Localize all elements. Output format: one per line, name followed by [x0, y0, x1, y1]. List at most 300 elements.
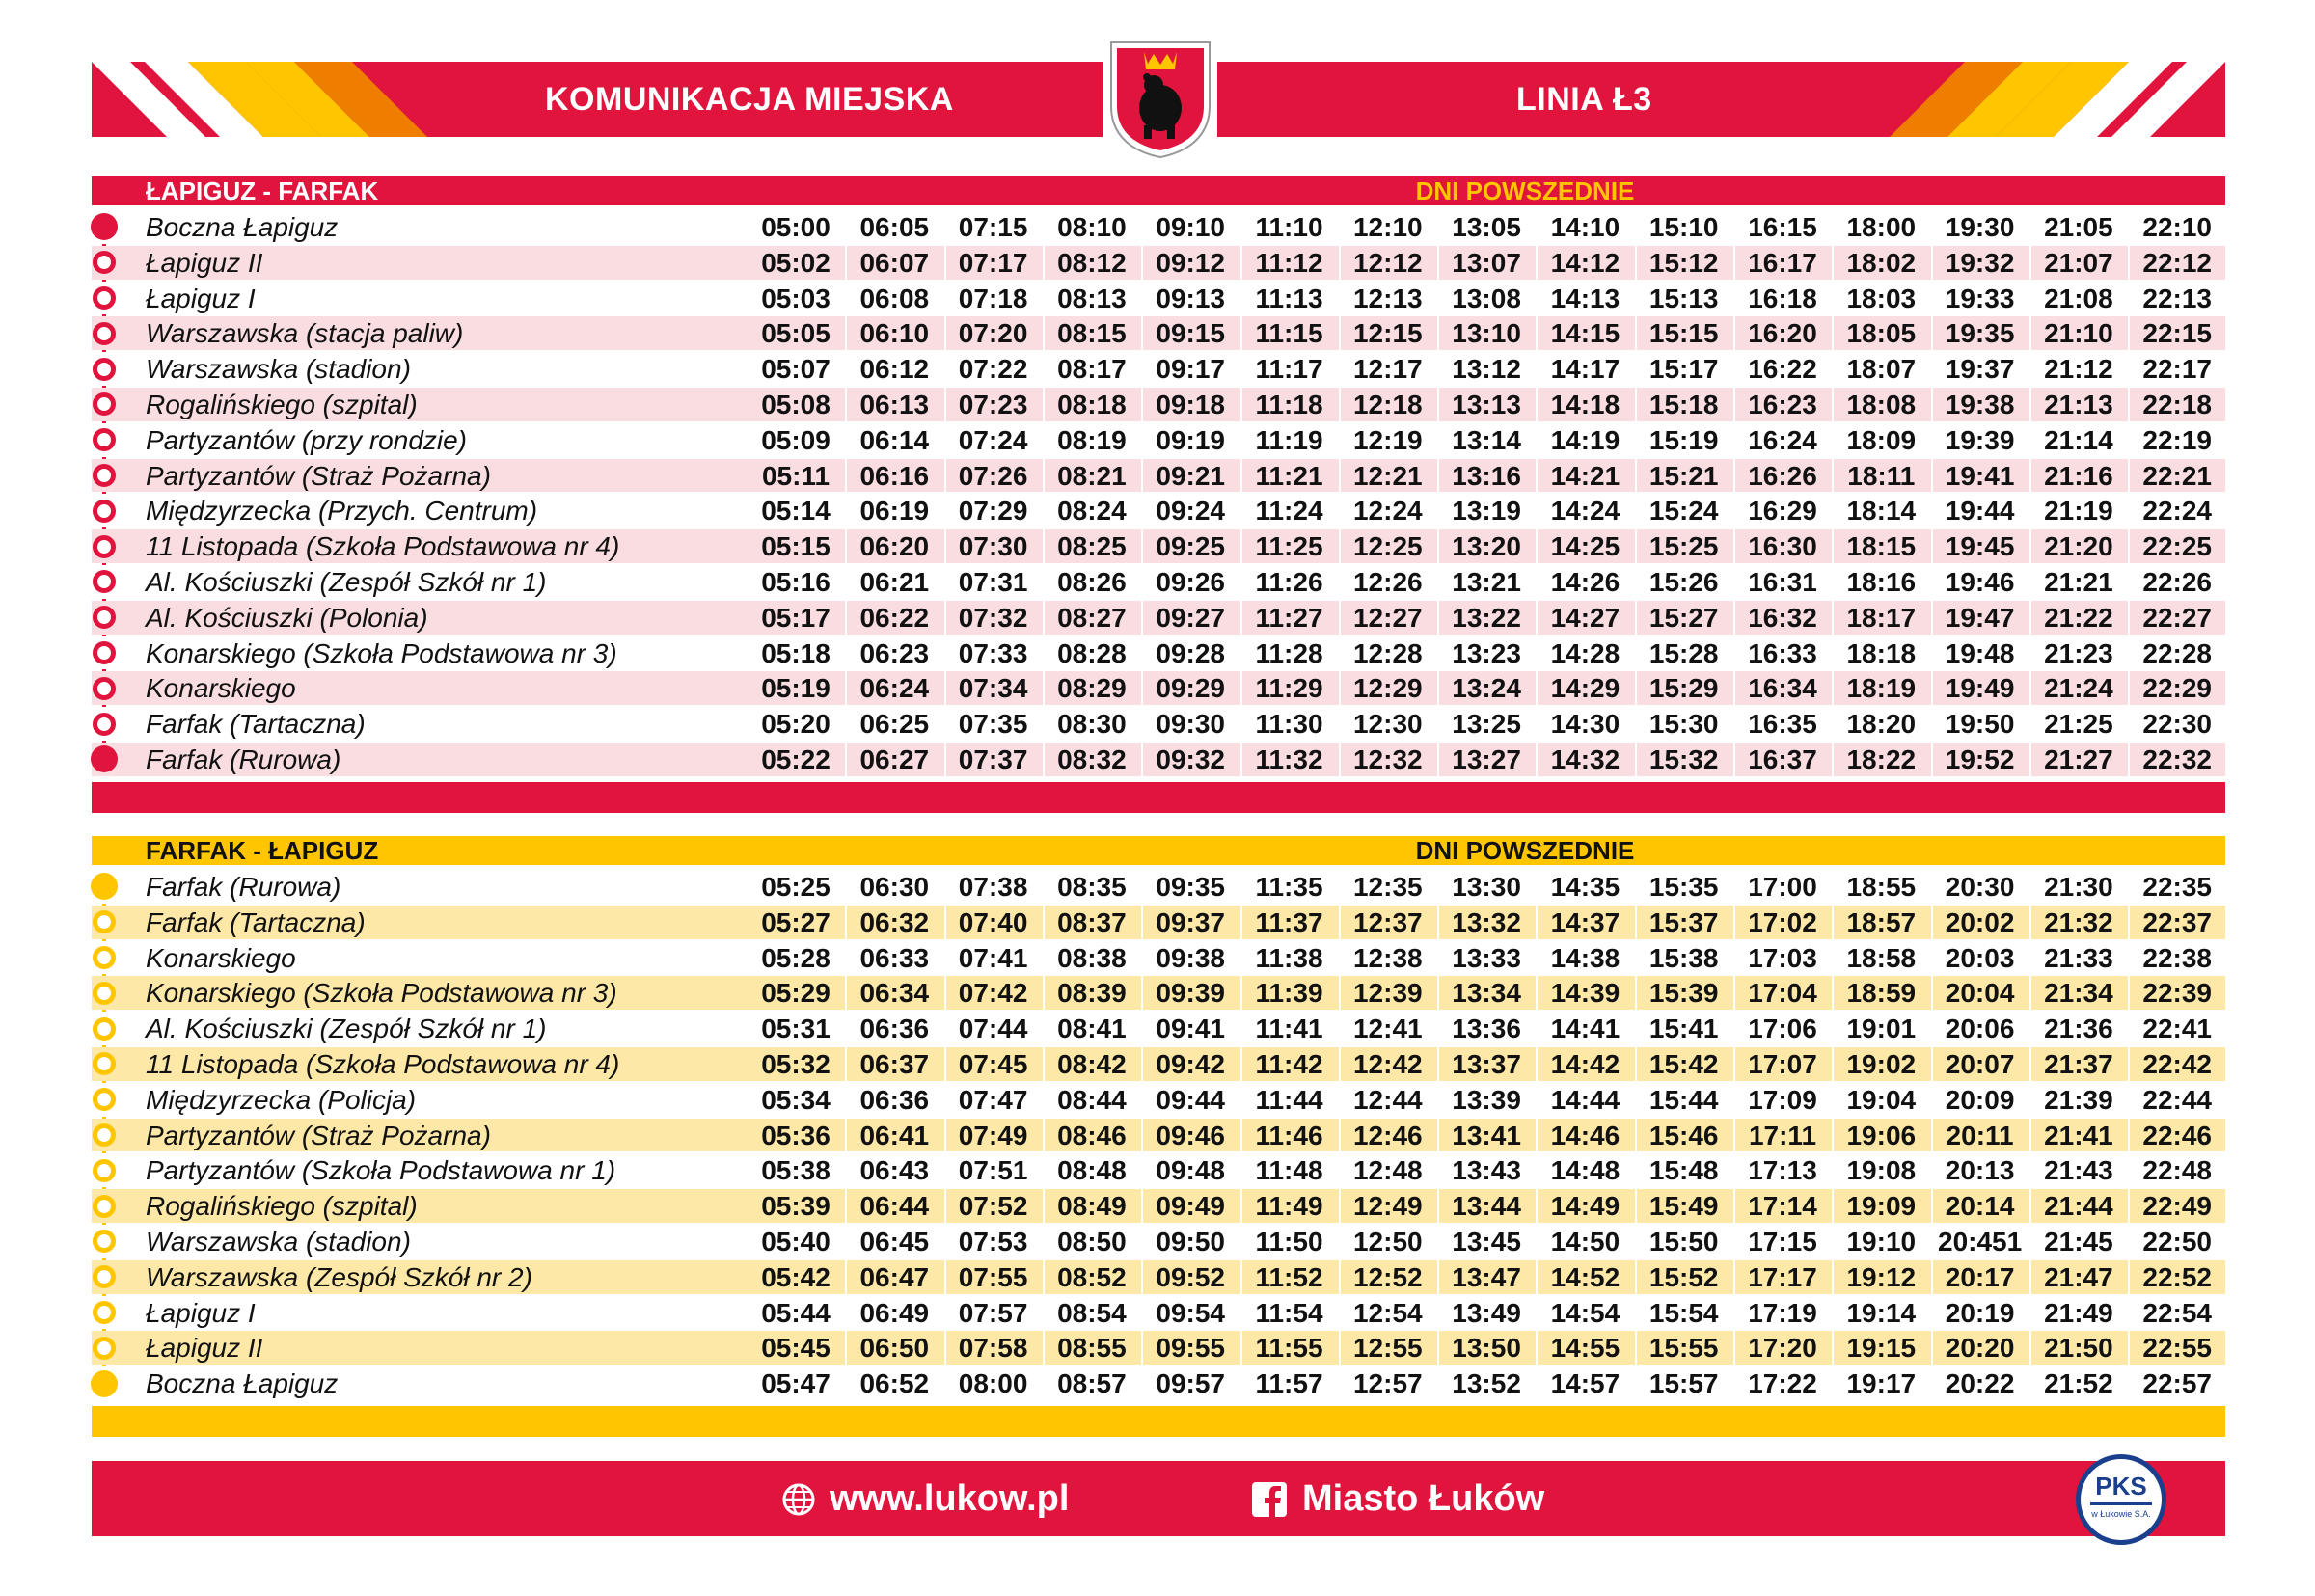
departure-time: 15:41 [1648, 1014, 1719, 1044]
departure-time: 13:52 [1452, 1368, 1521, 1399]
column-divider [1536, 743, 1538, 776]
pks-logo-subtext: w Łukowie S.A. [2091, 1509, 2151, 1519]
departure-time: 07:17 [958, 247, 1028, 278]
column-divider [1141, 352, 1143, 386]
column-divider [1832, 1260, 1834, 1294]
column-divider [1339, 565, 1341, 599]
column-divider [1832, 210, 1834, 244]
departure-time: 05:14 [761, 496, 831, 527]
departure-time: 19:09 [1846, 1191, 1917, 1222]
departure-time: 08:35 [1057, 872, 1127, 902]
departure-time: 13:49 [1452, 1297, 1521, 1328]
column-divider [1536, 1012, 1538, 1045]
departure-time: 09:17 [1156, 354, 1225, 385]
stop-marker-icon [93, 910, 116, 933]
column-divider [1437, 529, 1439, 563]
departure-time: 14:39 [1550, 978, 1620, 1009]
departure-time: 21:49 [2044, 1297, 2113, 1328]
column-divider [1240, 976, 1242, 1010]
column-divider [1832, 1189, 1834, 1223]
stop-name: Warszawska (stadion) [146, 1227, 411, 1257]
column-divider [1536, 1047, 1538, 1081]
column-divider [2128, 1189, 2130, 1223]
column-divider [1043, 906, 1045, 939]
departure-time: 20:07 [1945, 1049, 2015, 1079]
departure-time: 15:17 [1648, 354, 1719, 385]
column-divider [1635, 1153, 1637, 1187]
column-divider [2128, 1012, 2130, 1045]
column-divider [944, 352, 946, 386]
departure-time: 09:15 [1156, 318, 1225, 349]
column-divider [1437, 1225, 1439, 1258]
column-divider [1635, 388, 1637, 421]
column-divider [1733, 1119, 1735, 1152]
departure-time: 13:37 [1452, 1049, 1521, 1079]
departure-time: 13:14 [1452, 424, 1521, 455]
departure-time: 15:24 [1648, 496, 1719, 527]
column-divider [1635, 707, 1637, 741]
departure-time: 13:19 [1452, 496, 1521, 527]
departure-time: 13:22 [1452, 602, 1521, 633]
departure-time: 22:30 [2142, 709, 2212, 740]
departure-time: 21:12 [2044, 354, 2113, 385]
table-row [92, 976, 2225, 1010]
column-divider [1536, 1083, 1538, 1117]
column-divider [1437, 906, 1439, 939]
column-divider [1635, 870, 1637, 904]
departure-time: 20:14 [1945, 1191, 2015, 1222]
departure-time: 07:35 [958, 709, 1028, 740]
column-divider [944, 388, 946, 421]
departure-time: 07:30 [958, 531, 1028, 562]
departure-time: 15:35 [1648, 872, 1719, 902]
column-divider [1733, 423, 1735, 457]
column-divider [1437, 941, 1439, 975]
departure-time: 13:41 [1452, 1120, 1521, 1150]
column-divider [2029, 1366, 2031, 1400]
departure-time: 11:35 [1255, 872, 1323, 902]
departure-time: 05:09 [761, 424, 831, 455]
departure-time: 20:451 [1938, 1227, 2023, 1257]
stop-marker-icon [93, 606, 116, 629]
departure-time: 06:22 [859, 602, 930, 633]
column-divider [1043, 671, 1045, 705]
departure-time: 13:21 [1452, 567, 1521, 597]
column-divider [1931, 636, 1933, 670]
column-divider [1536, 246, 1538, 280]
departure-time: 06:34 [859, 978, 930, 1009]
column-divider [1141, 1225, 1143, 1258]
departure-time: 16:20 [1748, 318, 1817, 349]
departure-time: 19:15 [1846, 1333, 1917, 1364]
column-divider [1635, 1083, 1637, 1117]
departure-time: 18:59 [1846, 978, 1917, 1009]
departure-time: 09:42 [1156, 1049, 1225, 1079]
departure-time: 21:19 [2044, 496, 2113, 527]
departure-time: 15:38 [1648, 942, 1719, 973]
column-divider [1733, 707, 1735, 741]
departure-time: 15:25 [1648, 531, 1719, 562]
departure-time: 16:32 [1748, 602, 1817, 633]
departure-time: 09:13 [1156, 283, 1225, 313]
departure-time: 18:20 [1846, 709, 1917, 740]
column-divider [1931, 1047, 1933, 1081]
departure-time: 22:17 [2142, 354, 2212, 385]
departure-time: 22:57 [2142, 1368, 2212, 1399]
column-divider [1832, 494, 1834, 527]
departure-time: 22:41 [2142, 1014, 2212, 1044]
table-row [92, 941, 2225, 975]
column-divider [845, 1153, 847, 1187]
column-divider [1733, 671, 1735, 705]
column-divider [1339, 1331, 1341, 1365]
column-divider [845, 1296, 847, 1330]
column-divider [845, 282, 847, 315]
stop-marker-icon [93, 1159, 116, 1182]
column-divider [1437, 707, 1439, 741]
departure-time: 17:17 [1748, 1261, 1817, 1292]
column-divider [1931, 906, 1933, 939]
stop-marker-icon [93, 358, 116, 381]
column-divider [2029, 565, 2031, 599]
departure-time: 08:32 [1057, 744, 1127, 774]
column-divider [1931, 671, 1933, 705]
departure-time: 09:18 [1156, 390, 1225, 419]
departure-time: 18:03 [1846, 283, 1917, 313]
departure-time: 12:24 [1352, 496, 1423, 527]
departure-time: 06:08 [859, 283, 930, 313]
table-row [92, 352, 2225, 386]
departure-time: 05:47 [761, 1368, 831, 1399]
column-divider [1043, 423, 1045, 457]
stop-name: 11 Listopada (Szkoła Podstawowa nr 4) [146, 531, 620, 562]
column-divider [1832, 870, 1834, 904]
column-divider [1832, 707, 1834, 741]
stop-marker-icon [93, 428, 116, 451]
departure-time: 12:41 [1352, 1014, 1423, 1044]
departure-time: 21:20 [2044, 531, 2113, 562]
stop-marker-icon [93, 464, 116, 487]
column-divider [1536, 1119, 1538, 1152]
facebook-link[interactable]: Miasto Łuków [1302, 1478, 1545, 1519]
stop-name: Partyzantów (przy rondzie) [146, 424, 468, 455]
column-divider [1240, 388, 1242, 421]
column-divider [2029, 316, 2031, 350]
decorative-stripes-right [1878, 62, 2225, 137]
column-divider [1240, 282, 1242, 315]
departure-time: 11:25 [1255, 531, 1323, 562]
departure-time: 07:32 [958, 602, 1028, 633]
stop-name: Partyzantów (Szkoła Podstawowa nr 1) [146, 1155, 616, 1186]
column-divider [1240, 459, 1242, 493]
column-divider [1733, 1366, 1735, 1400]
departure-time: 05:39 [761, 1191, 831, 1222]
column-divider [1141, 316, 1143, 350]
column-divider [1832, 1225, 1834, 1258]
departure-time: 07:23 [958, 390, 1028, 419]
departure-time: 06:23 [859, 637, 930, 668]
departure-time: 15:44 [1648, 1084, 1719, 1115]
column-divider [1437, 316, 1439, 350]
column-divider [845, 743, 847, 776]
stop-name: Łapiguz II [146, 247, 263, 278]
departure-time: 13:30 [1452, 872, 1521, 902]
column-divider [1931, 529, 1933, 563]
column-divider [944, 1189, 946, 1223]
departure-time: 19:52 [1945, 744, 2015, 774]
stop-name: Al. Kościuszki (Polonia) [146, 602, 428, 633]
departure-time: 11:49 [1255, 1191, 1323, 1222]
departure-time: 19:17 [1846, 1368, 1917, 1399]
departure-time: 11:54 [1255, 1297, 1323, 1328]
departure-time: 22:21 [2142, 460, 2212, 491]
column-divider [1536, 210, 1538, 244]
column-divider [1437, 976, 1439, 1010]
column-divider [1437, 1083, 1439, 1117]
departure-time: 09:28 [1156, 637, 1225, 668]
departure-time: 18:22 [1846, 744, 1917, 774]
column-divider [2128, 707, 2130, 741]
column-divider [1635, 1119, 1637, 1152]
departure-time: 21:30 [2044, 872, 2113, 902]
departure-time: 21:47 [2044, 1261, 2113, 1292]
departure-time: 09:27 [1156, 602, 1225, 633]
column-divider [1635, 1189, 1637, 1223]
column-divider [1339, 870, 1341, 904]
departure-time: 05:18 [761, 637, 831, 668]
column-divider [1141, 282, 1143, 315]
column-divider [1240, 1047, 1242, 1081]
departure-time: 22:42 [2142, 1049, 2212, 1079]
departure-time: 14:12 [1550, 247, 1620, 278]
column-divider [2128, 1083, 2130, 1117]
departure-time: 18:02 [1846, 247, 1917, 278]
column-divider [845, 1083, 847, 1117]
column-divider [1141, 1119, 1143, 1152]
column-divider [1733, 1225, 1735, 1258]
decorative-stripes [92, 62, 439, 137]
column-divider [845, 316, 847, 350]
column-divider [944, 1012, 946, 1045]
departure-time: 14:28 [1550, 637, 1620, 668]
column-divider [944, 707, 946, 741]
column-divider [1339, 246, 1341, 280]
column-divider [1043, 601, 1045, 635]
column-divider [1832, 423, 1834, 457]
departure-time: 16:37 [1748, 744, 1817, 774]
departure-time: 14:48 [1550, 1155, 1620, 1186]
column-divider [944, 459, 946, 493]
departure-time: 05:19 [761, 673, 831, 704]
departure-time: 20:30 [1945, 872, 2015, 902]
header-right-title: LINIA Ł3 [1516, 81, 1652, 118]
departure-time: 19:01 [1846, 1014, 1917, 1044]
column-divider [944, 1047, 946, 1081]
departure-time: 15:50 [1648, 1227, 1719, 1257]
departure-time: 07:26 [958, 460, 1028, 491]
column-divider [2128, 565, 2130, 599]
column-divider [1635, 316, 1637, 350]
departure-time: 13:07 [1452, 247, 1521, 278]
departure-time: 11:42 [1255, 1049, 1323, 1079]
column-divider [1635, 1047, 1637, 1081]
stop-name: Międzyrzecka (Przych. Centrum) [146, 496, 538, 527]
departure-time: 22:15 [2142, 318, 2212, 349]
stop-name: Łapiguz I [146, 1297, 256, 1328]
departure-time: 12:42 [1352, 1049, 1423, 1079]
column-divider [1437, 1189, 1439, 1223]
column-divider [944, 1225, 946, 1258]
departure-time: 09:41 [1156, 1014, 1225, 1044]
column-divider [2029, 423, 2031, 457]
column-divider [2029, 1119, 2031, 1152]
departure-time: 07:34 [958, 673, 1028, 704]
departure-time: 12:50 [1352, 1227, 1423, 1257]
departure-time: 13:47 [1452, 1261, 1521, 1292]
departure-time: 16:30 [1748, 531, 1817, 562]
column-divider [1635, 1296, 1637, 1330]
departure-time: 16:18 [1748, 283, 1817, 313]
column-divider [1931, 1225, 1933, 1258]
column-divider [1043, 1119, 1045, 1152]
departure-time: 14:10 [1550, 212, 1620, 242]
column-divider [1339, 707, 1341, 741]
stop-marker-icon [93, 1301, 116, 1324]
departure-time: 12:52 [1352, 1261, 1423, 1292]
departure-time: 07:20 [958, 318, 1028, 349]
departure-time: 22:19 [2142, 424, 2212, 455]
column-divider [1437, 210, 1439, 244]
column-divider [1043, 1047, 1045, 1081]
column-divider [1141, 1366, 1143, 1400]
departure-time: 12:44 [1352, 1084, 1423, 1115]
column-divider [1733, 941, 1735, 975]
column-divider [845, 565, 847, 599]
column-divider [1536, 1225, 1538, 1258]
column-divider [1339, 210, 1341, 244]
column-divider [1240, 423, 1242, 457]
departure-time: 21:21 [2044, 567, 2113, 597]
column-divider [1536, 601, 1538, 635]
departure-time: 05:38 [761, 1155, 831, 1186]
departure-time: 11:24 [1255, 496, 1323, 527]
departure-time: 06:37 [859, 1049, 930, 1079]
column-divider [1733, 210, 1735, 244]
departure-time: 05:05 [761, 318, 831, 349]
column-divider [1240, 1296, 1242, 1330]
column-divider [845, 870, 847, 904]
departure-time: 07:37 [958, 744, 1028, 774]
departure-time: 13:05 [1452, 212, 1521, 242]
column-divider [1536, 636, 1538, 670]
column-divider [845, 1047, 847, 1081]
column-divider [2029, 1331, 2031, 1365]
column-divider [2128, 671, 2130, 705]
column-divider [1733, 1296, 1735, 1330]
column-divider [944, 565, 946, 599]
column-divider [1931, 565, 1933, 599]
departure-time: 09:35 [1156, 872, 1225, 902]
departure-time: 06:19 [859, 496, 930, 527]
stop-marker-icon [93, 322, 116, 345]
departure-time: 17:15 [1748, 1227, 1817, 1257]
departure-time: 06:27 [859, 744, 930, 774]
column-divider [1635, 352, 1637, 386]
column-divider [1240, 1153, 1242, 1187]
stop-marker-icon [93, 1195, 116, 1218]
departure-time: 06:52 [859, 1368, 930, 1399]
stop-marker-icon [93, 1017, 116, 1041]
column-divider [1536, 1260, 1538, 1294]
departure-time: 14:35 [1550, 872, 1620, 902]
website-link[interactable]: www.lukow.pl [830, 1478, 1070, 1519]
departure-time: 09:55 [1156, 1333, 1225, 1364]
departure-time: 07:42 [958, 978, 1028, 1009]
departure-time: 17:14 [1748, 1191, 1817, 1222]
stop-marker-icon [93, 286, 116, 310]
column-divider [1141, 529, 1143, 563]
departure-time: 06:47 [859, 1261, 930, 1292]
departure-time: 12:18 [1352, 390, 1423, 419]
departure-time: 05:36 [761, 1120, 831, 1150]
column-divider [1043, 494, 1045, 527]
column-divider [944, 671, 946, 705]
departure-time: 15:29 [1648, 673, 1719, 704]
column-divider [845, 494, 847, 527]
column-divider [1536, 941, 1538, 975]
column-divider [1733, 388, 1735, 421]
column-divider [944, 976, 946, 1010]
departure-time: 14:15 [1550, 318, 1620, 349]
departure-time: 06:05 [859, 212, 930, 242]
departure-time: 14:19 [1550, 424, 1620, 455]
column-divider [1931, 1189, 1933, 1223]
column-divider [1931, 1296, 1933, 1330]
departure-time: 14:50 [1550, 1227, 1620, 1257]
departure-time: 19:30 [1945, 212, 2015, 242]
column-divider [1635, 671, 1637, 705]
table-row [92, 1225, 2225, 1258]
column-divider [1043, 210, 1045, 244]
column-divider [944, 1331, 946, 1365]
column-divider [845, 707, 847, 741]
departure-time: 08:19 [1057, 424, 1127, 455]
column-divider [1635, 1260, 1637, 1294]
column-divider [944, 1119, 946, 1152]
departure-time: 21:14 [2044, 424, 2113, 455]
departure-time: 08:25 [1057, 531, 1127, 562]
departure-time: 22:38 [2142, 942, 2212, 973]
departure-time: 19:12 [1846, 1261, 1917, 1292]
departure-time: 18:07 [1846, 354, 1917, 385]
stop-name: Rogalińskiego (szpital) [146, 1191, 418, 1222]
departure-time: 22:54 [2142, 1297, 2212, 1328]
days-label: DNI POWSZEDNIE [1415, 176, 1635, 205]
departure-time: 12:25 [1352, 531, 1423, 562]
departure-time: 08:57 [1057, 1368, 1127, 1399]
column-divider [1339, 494, 1341, 527]
departure-time: 15:19 [1648, 424, 1719, 455]
departure-time: 17:07 [1748, 1049, 1817, 1079]
departure-time: 07:53 [958, 1227, 1028, 1257]
departure-time: 13:50 [1452, 1333, 1521, 1364]
departure-time: 11:48 [1255, 1155, 1323, 1186]
departure-time: 14:49 [1550, 1191, 1620, 1222]
departure-time: 21:34 [2044, 978, 2113, 1009]
departure-time: 05:32 [761, 1049, 831, 1079]
departure-time: 06:25 [859, 709, 930, 740]
departure-time: 08:52 [1057, 1261, 1127, 1292]
